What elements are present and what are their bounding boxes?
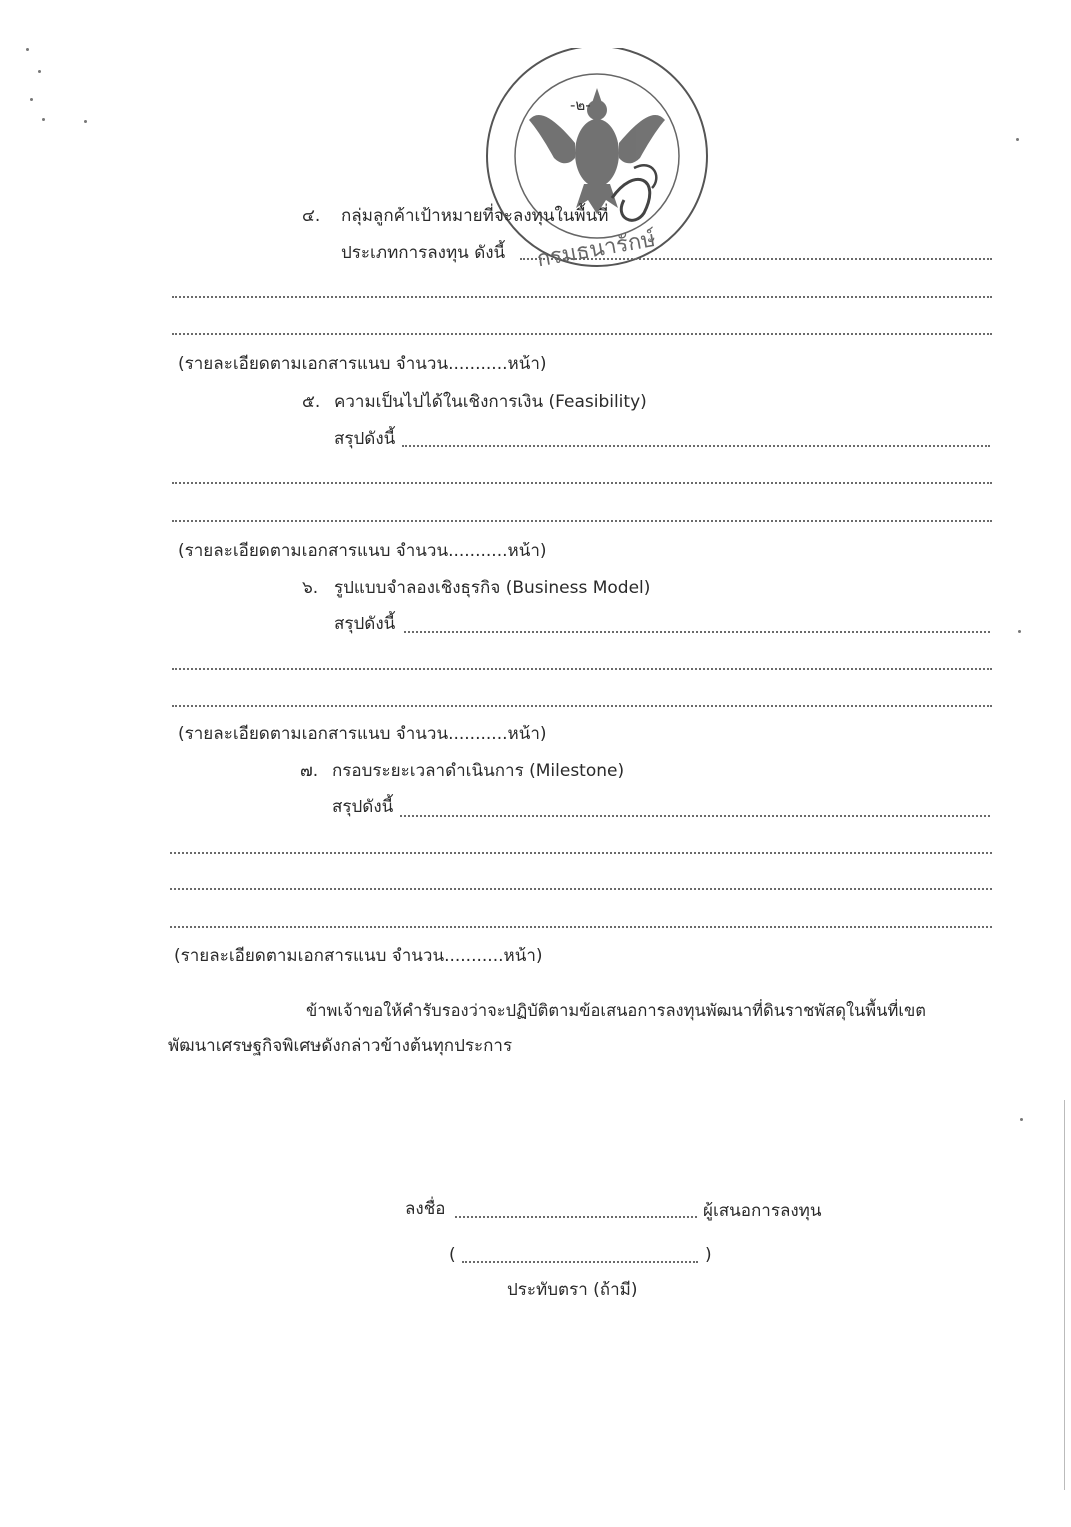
section-6-summary-label: สรุปดังนี้ — [334, 614, 396, 634]
name-line — [462, 1261, 698, 1263]
fill-line — [404, 631, 990, 633]
fill-line — [170, 926, 992, 928]
section-6-title: รูปแบบจำลองเชิงธุรกิจ (Business Model) — [334, 578, 651, 598]
scan-speck — [26, 48, 29, 51]
name-paren-close: ) — [705, 1245, 712, 1265]
stamp-note: ประทับตรา (ถ้ามี) — [507, 1280, 638, 1300]
signature-line — [455, 1216, 697, 1218]
scan-speck — [1020, 1118, 1023, 1121]
attachment-note: (รายละเอียดตามเอกสารแนบ จำนวน...........หน้า) — [178, 354, 547, 374]
section-4-title: กลุ่มลูกค้าเป้าหมายที่จะลงทุนในพื้นที่ — [341, 206, 609, 226]
fill-line — [172, 668, 992, 670]
section-5-summary-label: สรุปดังนี้ — [334, 429, 396, 449]
section-7-summary-label: สรุปดังนี้ — [332, 797, 394, 817]
section-5-title: ความเป็นไปได้ในเชิงการเงิน (Feasibility) — [334, 392, 647, 412]
fill-line — [402, 445, 990, 447]
scan-edge-line — [1064, 1100, 1065, 1490]
scan-speck — [84, 120, 87, 123]
scan-speck — [1016, 138, 1019, 141]
section-7-number: ๗. — [300, 761, 319, 781]
attachment-note: (รายละเอียดตามเอกสารแนบ จำนวน...........หน้า) — [174, 946, 543, 966]
section-4-line2: ประเภทการลงทุน ดังนี้ — [341, 243, 506, 263]
fill-line — [172, 482, 992, 484]
garuda-seal-icon — [484, 48, 710, 274]
fill-line — [172, 520, 992, 522]
scan-speck — [42, 118, 45, 121]
fill-line — [172, 705, 992, 707]
name-paren-open: ( — [449, 1245, 456, 1265]
section-4-number: ๔. — [302, 206, 321, 226]
section-5-number: ๕. — [302, 392, 321, 412]
sign-label: ลงชื่อ — [405, 1199, 446, 1219]
fill-line — [172, 296, 992, 298]
section-7-title: กรอบระยะเวลาดำเนินการ (Milestone) — [332, 761, 625, 781]
scan-speck — [30, 98, 33, 101]
section-6-number: ๖. — [302, 578, 319, 598]
declaration-line-2: พัฒนาเศรษฐกิจพิเศษดังกล่าวข้างต้นทุกประการ — [168, 1036, 513, 1056]
scan-speck — [1018, 630, 1021, 633]
fill-line — [170, 888, 992, 890]
attachment-note: (รายละเอียดตามเอกสารแนบ จำนวน...........หน้า) — [178, 724, 547, 744]
seal-page-number: -๒- — [570, 96, 591, 114]
fill-line — [172, 333, 992, 335]
fill-line — [400, 815, 990, 817]
scan-speck — [38, 70, 41, 73]
declaration-line-1: ข้าพเจ้าขอให้คำรับรองว่าจะปฏิบัติตามข้อเสนอการลงทุนพัฒนาที่ดินราชพัสดุในพื้นที่เขต — [306, 1001, 926, 1020]
proposer-role: ผู้เสนอการลงทุน — [703, 1201, 822, 1221]
seal-agency-text: กรมธนารักษ์ — [535, 226, 658, 273]
fill-line — [170, 852, 992, 854]
attachment-note: (รายละเอียดตามเอกสารแนบ จำนวน...........หน้า) — [178, 541, 547, 561]
fill-line — [520, 258, 992, 260]
